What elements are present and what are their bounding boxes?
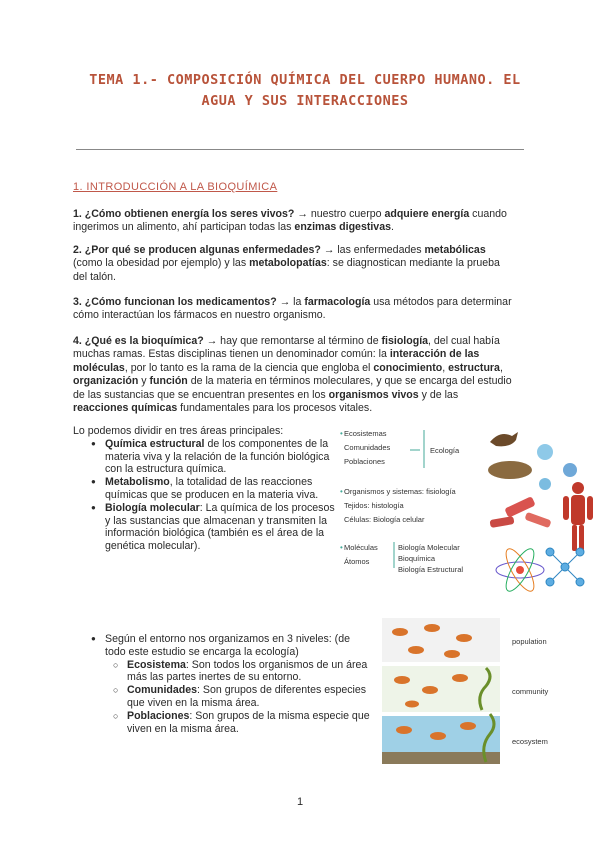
fig1-celulas: Células: Biología celular bbox=[344, 515, 425, 524]
fig1-bioquim: Bioquímica bbox=[398, 554, 436, 563]
svg-text:•: • bbox=[340, 543, 343, 552]
list-item: ● Biología molecular: La química de los procesos y las sustancias que almacenan y transmiten la información biológica (también es el área de la genética molecular). bbox=[87, 502, 335, 553]
divider bbox=[76, 149, 524, 150]
fig2-population: population bbox=[512, 637, 547, 646]
human-muscle-icon bbox=[563, 482, 593, 551]
levels-of-organization-figure bbox=[340, 422, 598, 602]
list-item: ○ Comunidades: Son grupos de diferentes especies que viven en la misma área. bbox=[109, 684, 373, 710]
list-item: ○ Ecosistema: Son todos los organismos de un área más las partes inertes de su entorno. bbox=[109, 659, 373, 685]
ecology-levels-figure bbox=[382, 614, 600, 766]
paragraph-q1: 1. ¿Cómo obtienen energía los seres vivos? → nuestro cuerpo adquiere energía cuando ingerimos un alimento, ahí participan todas las enzimas digestivas. bbox=[73, 208, 507, 234]
fig1-tejidos: Tejidos: histología bbox=[344, 501, 404, 510]
atom-icon bbox=[496, 545, 544, 595]
molecule-icon bbox=[546, 548, 584, 586]
fig1-bioestr: Biología Estructural bbox=[398, 565, 464, 574]
animal-icon bbox=[488, 461, 532, 479]
bird-icon bbox=[490, 432, 518, 446]
paragraph-q4: 4. ¿Qué es la bioquímica? → hay que remontarse al término de fisiología, del cual había muchas ramas. Estas disciplinas tienen un denominador común: la interacción de las moléculas, por lo tanto es la rama de la ciencia que engloba el conocimiento, estructura, organización y función de la materia en términos moleculares, y que se encarga del estudio de las sustancias que se encuentran presentes en los organismos vivos y de las reacciones químicas fundamentales para los procesos vitales. bbox=[73, 335, 512, 415]
population-panel bbox=[382, 618, 500, 662]
paragraph-q2: 2. ¿Por qué se producen algunas enfermedades? → las enfermedades metabólicas (como la obesidad por ejemplo) y las metabolopatías: se diagnostican mediante la prueba del talón. bbox=[73, 244, 500, 283]
fig2-community: community bbox=[512, 687, 549, 696]
fig1-atomos: Átomos bbox=[344, 557, 370, 566]
fig1-organismos: Organismos y sistemas: fisiología bbox=[344, 487, 456, 496]
list-item: ● Metabolismo, la totalidad de las reacciones químicas que se producen en la materia viva. bbox=[87, 476, 335, 502]
fig1-comunidades: Comunidades bbox=[344, 443, 391, 452]
section-heading: 1. INTRODUCCIÓN A LA BIOQUÍMICA bbox=[73, 181, 278, 193]
fig1-ecosistemas: Ecosistemas bbox=[344, 429, 387, 438]
fig1-poblaciones: Poblaciones bbox=[344, 457, 385, 466]
fig1-moleculas: Moléculas bbox=[344, 543, 378, 552]
areas-list bbox=[73, 425, 335, 553]
list-item: ○ Poblaciones: Son grupos de la misma especie que viven en la misma área. bbox=[109, 710, 373, 736]
page-title: TEMA 1.- COMPOSICIÓN QUÍMICA DEL CUERPO HUMANO. EL AGUA Y SUS INTERACCIONES bbox=[89, 72, 521, 109]
cell-icon bbox=[539, 478, 551, 490]
svg-text:•: • bbox=[340, 429, 343, 438]
areas-intro: Lo podemos dividir en tres áreas principales: bbox=[73, 425, 284, 437]
levels-list bbox=[73, 633, 373, 735]
fig2-ecosystem: ecosystem bbox=[512, 737, 548, 746]
svg-text:•: • bbox=[340, 487, 343, 496]
fig1-biomol: Biología Molecular bbox=[398, 543, 460, 552]
list-item: ● Según el entorno nos organizamos en 3 niveles: (de todo este estudio se encarga la ecología) bbox=[87, 633, 373, 659]
page-number: 1 bbox=[296, 796, 304, 808]
paragraph-q3: 3. ¿Cómo funcionan los medicamentos? → la farmacología usa métodos para determinar cómo interactúan los fármacos en nuestro organismo. bbox=[73, 296, 512, 322]
cell-icon bbox=[537, 444, 553, 460]
fig1-ecologia: Ecología bbox=[430, 446, 460, 455]
list-item: ● Química estructural de los componentes de la materia viva y la relación de la función biológica con la estructura química. bbox=[87, 438, 335, 476]
cell-icon bbox=[563, 463, 577, 477]
